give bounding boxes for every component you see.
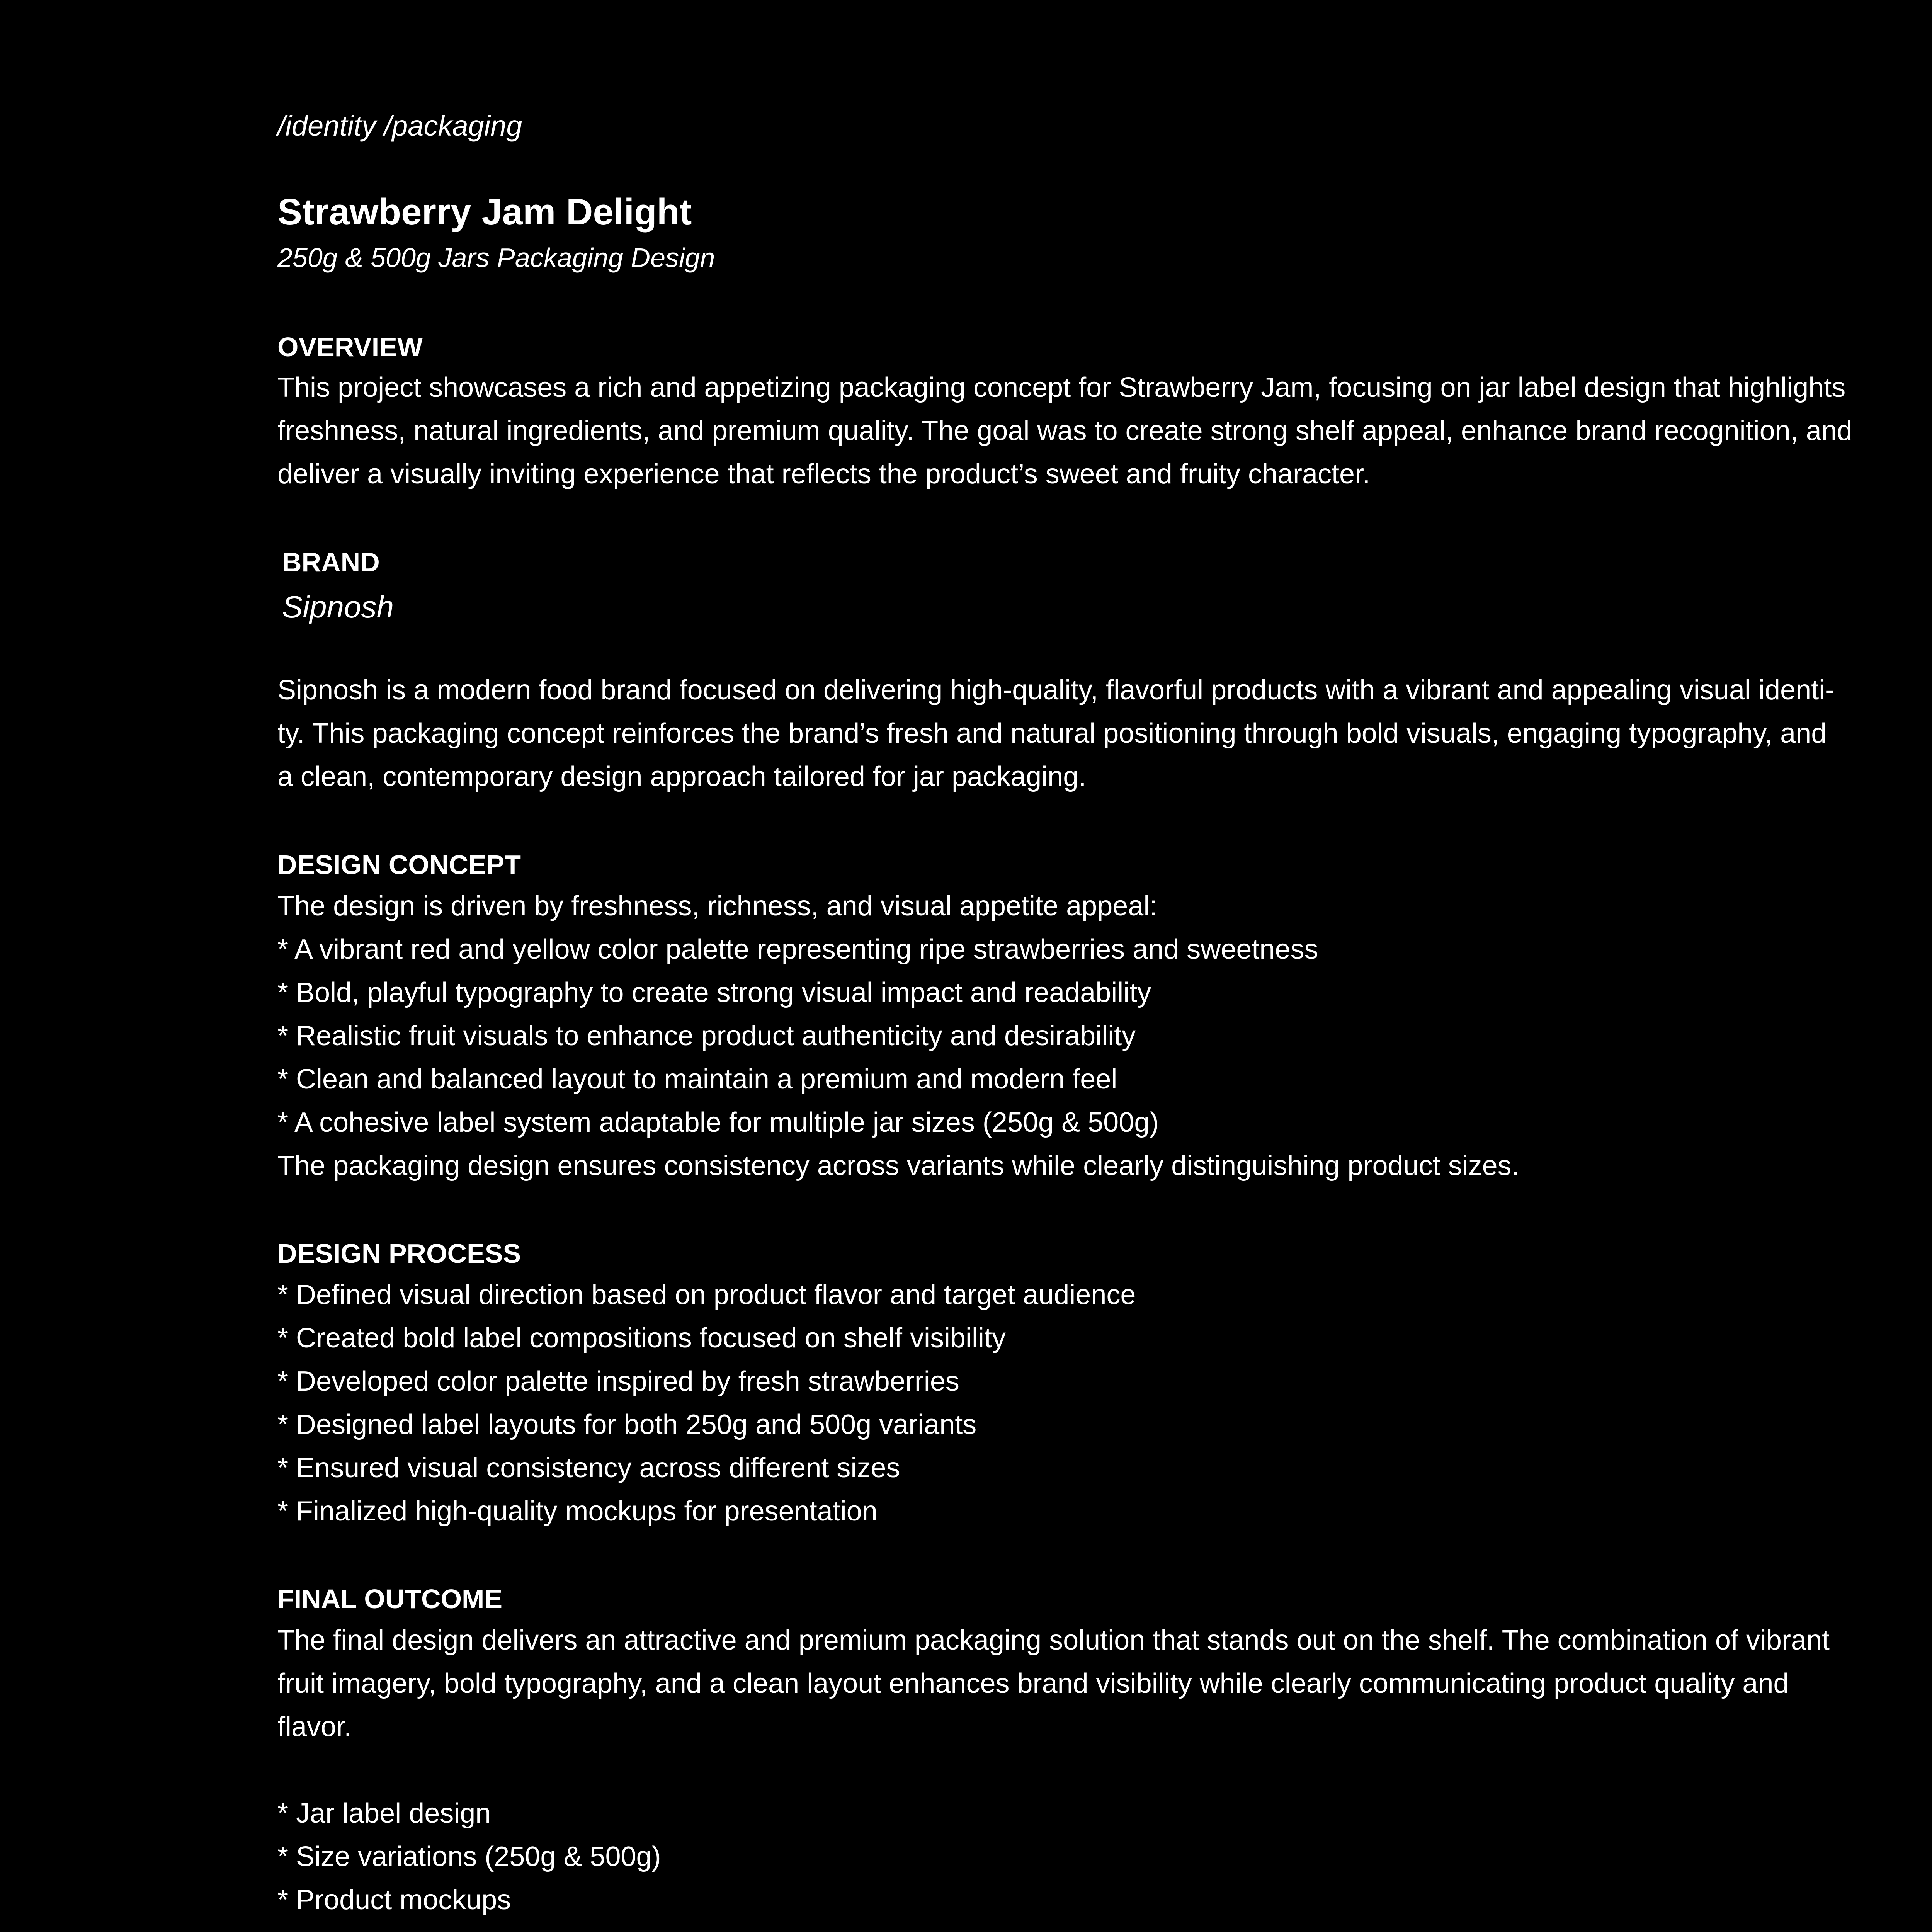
design-concept-line: * Realistic fruit visuals to enhance product authenticity and desirability (277, 1020, 1136, 1051)
brand-line: Sipnosh is a modern food brand focused on delivering high-quality, flavorful products with a vibrant and appealing visual identi- (277, 675, 1835, 706)
design-process-line: * Created bold label compositions focused on shelf visibility (277, 1323, 1006, 1354)
design-concept-line: * Bold, playful typography to create strong visual impact and readability (277, 977, 1151, 1008)
overview-line: This project showcases a rich and appetizing packaging concept for Strawberry Jam, focusing on jar label design that highlights (277, 372, 1846, 403)
final-outcome-line: flavor. (277, 1711, 352, 1742)
design-concept-heading: DESIGN CONCEPT (277, 850, 521, 880)
brand-line: ty. This packaging concept reinforces the brand’s fresh and natural positioning through bold visuals, engaging typography, and (277, 718, 1827, 749)
design-concept-line: * Clean and balanced layout to maintain a premium and modern feel (277, 1064, 1117, 1095)
final-outcome-heading: FINAL OUTCOME (277, 1584, 503, 1614)
design-concept-line: The packaging design ensures consistency across variants while clearly distinguishing product sizes. (277, 1150, 1519, 1181)
page-subtitle: 250g & 500g Jars Packaging Design (277, 243, 715, 273)
final-outcome-line: The final design delivers an attractive and premium packaging solution that stands out on the shelf. The combination of vibrant (277, 1625, 1830, 1656)
final-outcome-line: fruit imagery, bold typography, and a clean layout enhances brand visibility while clearly communicating product quality and (277, 1668, 1789, 1699)
breadcrumb: /identity /packaging (277, 110, 522, 142)
deliverable-item: * Jar label design (277, 1798, 491, 1829)
overview-heading: OVERVIEW (277, 332, 423, 362)
design-concept-line: * A vibrant red and yellow color palette representing ripe strawberries and sweetness (277, 934, 1318, 965)
design-process-line: * Designed label layouts for both 250g and 500g variants (277, 1409, 977, 1440)
page-title: Strawberry Jam Delight (277, 191, 692, 233)
overview-line: deliver a visually inviting experience that reflects the product’s sweet and fruity character. (277, 459, 1371, 490)
deliverable-item: * Product mockups (277, 1884, 511, 1915)
brand-heading: BRAND (282, 547, 380, 577)
design-process-line: * Ensured visual consistency across different sizes (277, 1452, 900, 1483)
design-process-line: * Defined visual direction based on product flavor and target audience (277, 1279, 1136, 1310)
design-concept-line: * A cohesive label system adaptable for multiple jar sizes (250g & 500g) (277, 1107, 1159, 1138)
design-process-line: * Finalized high-quality mockups for presentation (277, 1496, 878, 1527)
design-process-line: * Developed color palette inspired by fresh strawberries (277, 1366, 959, 1397)
overview-line: freshness, natural ingredients, and premium quality. The goal was to create strong shelf appeal, enhance brand recognition, and (277, 415, 1852, 446)
brand-name: Sipnosh (282, 590, 394, 624)
design-process-heading: DESIGN PROCESS (277, 1238, 521, 1269)
deliverable-item: * Size variations (250g & 500g) (277, 1841, 661, 1872)
brand-line: a clean, contemporary design approach tailored for jar packaging. (277, 761, 1087, 792)
design-concept-line: The design is driven by freshness, richness, and visual appetite appeal: (277, 891, 1158, 922)
